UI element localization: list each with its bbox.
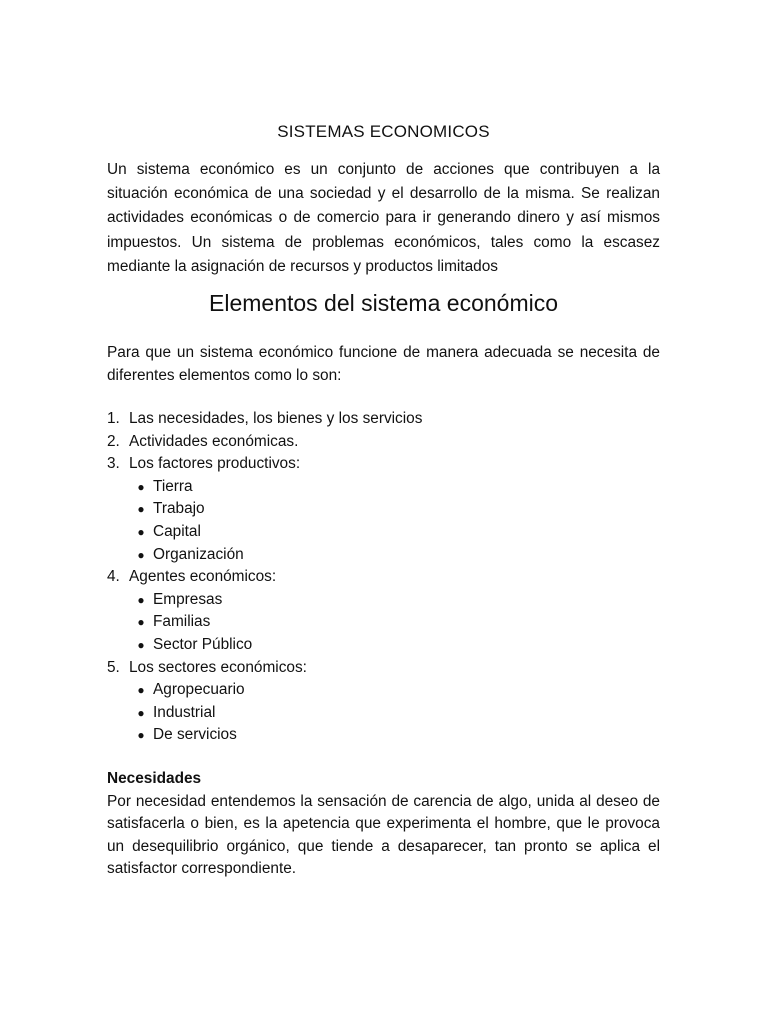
bullet-icon: ● (137, 683, 145, 698)
list-item-label: Los sectores económicos: (129, 658, 307, 676)
document-title: SISTEMAS ECONOMICOS (277, 122, 490, 141)
elements-list (107, 408, 660, 747)
list-item (107, 408, 660, 431)
list-item-label: Las necesidades, los bienes y los servicios (129, 410, 423, 427)
necesidades-section (107, 768, 660, 881)
section-heading: Elementos del sistema económico (209, 290, 558, 316)
list-item (107, 431, 660, 454)
bullet-icon: ● (137, 479, 145, 494)
sub-list-item: ● Agropecuario (107, 679, 660, 702)
bullet-icon: ● (137, 728, 145, 743)
bullet-icon: ● (137, 547, 145, 562)
sub-list-item: ● Empresas (107, 589, 660, 612)
bullet-icon: ● (137, 524, 145, 539)
sub-list-item: ● Organización (107, 544, 660, 567)
sub-list-item: ● Sector Público (107, 634, 660, 657)
list-number: 2. (107, 432, 120, 450)
sub-list-item: ● Trabajo (107, 498, 660, 521)
lead-paragraph: Para que un sistema económico funcione de manera adecuada se necesita de diferentes elementos como lo son: (107, 344, 660, 384)
list-number: 1. (107, 410, 120, 427)
section-subtitle: Necesidades (107, 770, 202, 787)
bullet-icon: ● (137, 592, 145, 607)
list-item-label: Los factores productivos: (129, 455, 301, 473)
list-item-label: Agentes económicos: (129, 568, 277, 586)
list-item (107, 566, 660, 589)
list-item (107, 657, 660, 680)
bullet-icon: ● (137, 637, 145, 652)
section-paragraph: Por necesidad entendemos la sensación de carencia de algo, unida al deseo de satisfacerla o bien, es la apetencia que experimenta el hombre, que le provoca un desequilibrio orgánico, que tiende a desaparecer, tan pronto se aplica el satisfactor correspondiente. (107, 792, 660, 877)
sub-list-item: ● Tierra (107, 476, 660, 499)
sub-list-item: ● De servicios (107, 724, 660, 747)
sub-list-item: ● Familias (107, 611, 660, 634)
bullet-icon: ● (137, 705, 145, 720)
list-number: 3. (107, 455, 120, 473)
sub-list-item: ● Industrial (107, 702, 660, 725)
list-number: 5. (107, 658, 120, 676)
intro-paragraph: Un sistema económico es un conjunto de acciones que contribuyen a la situación económica de una sociedad y el desarrollo de la misma. Se realizan actividades económicas o de comercio para ir generando dinero y así mismos impuestos. Un sistema de problemas económicos, tales como la escasez mediante la asignación de recursos y productos limitados (107, 161, 660, 275)
bullet-icon: ● (137, 615, 145, 630)
list-item (107, 453, 660, 476)
list-item-label: Actividades económicas. (129, 432, 299, 450)
sub-list-item: ● Capital (107, 521, 660, 544)
bullet-icon: ● (137, 502, 145, 517)
list-number: 4. (107, 568, 120, 586)
